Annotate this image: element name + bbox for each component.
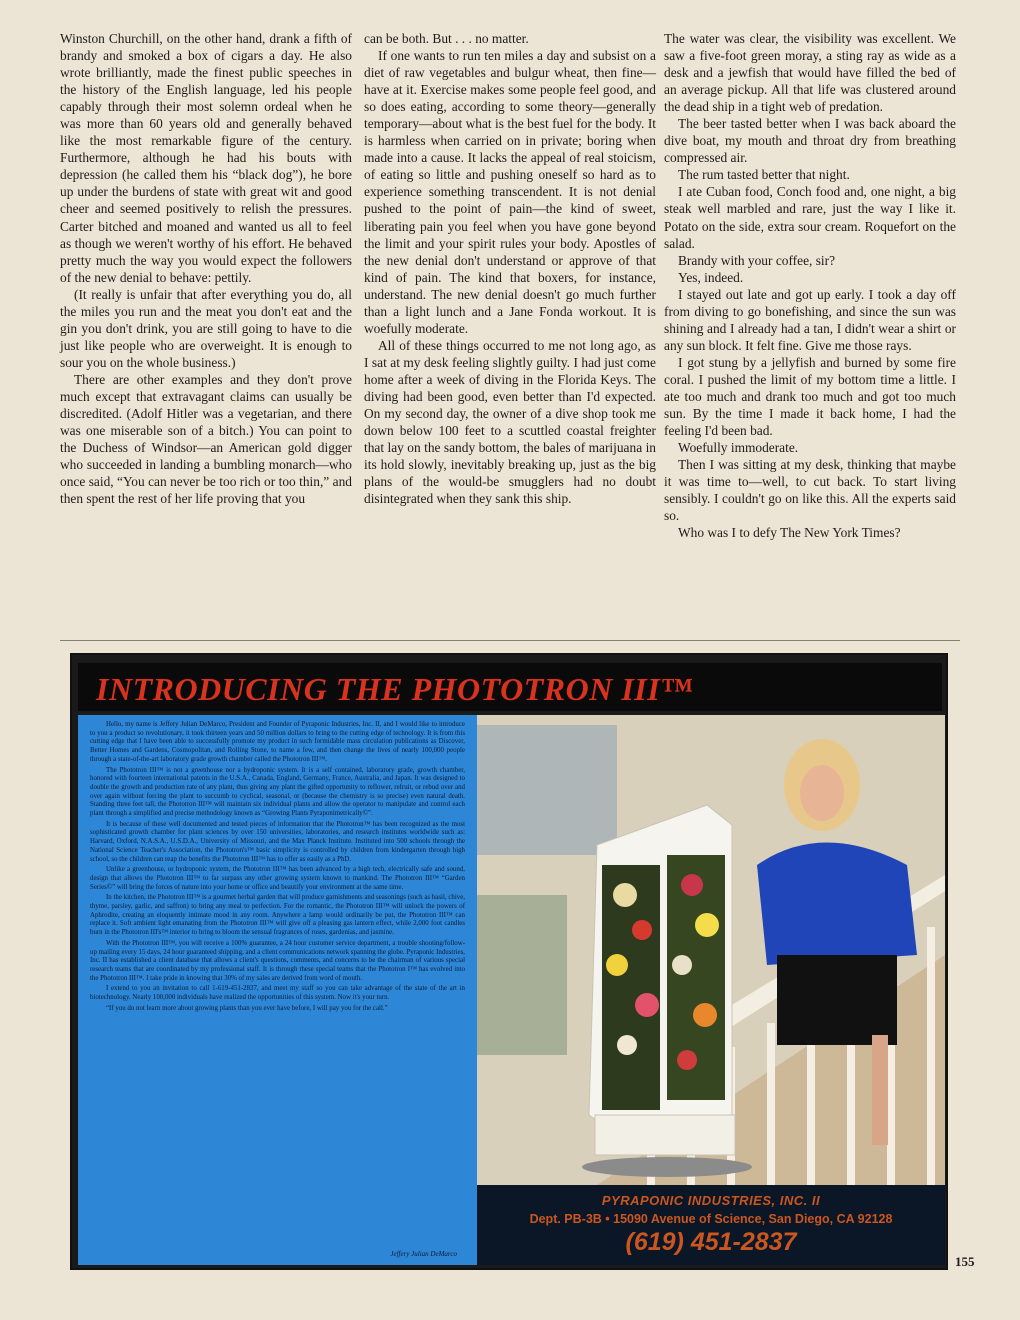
ad-paragraph: Unlike a greenhouse, or hydroponic system, the Phototron III™ has been advanced by a high tech, electrically safe and sound, design that allows the Phototron III™ to far surpass any other growing system known to mankind. The Phototron III™ “Garden Series©” will bring the forces of nature into your home or office and beautify your environment at the same time. <box>90 866 465 891</box>
article-column-1 <box>60 30 352 507</box>
ad-address: Dept. PB-3B • 15090 Avenue of Science, San Diego, CA 92128 <box>529 1212 893 1226</box>
ad-headline: INTRODUCING THE PHOTOTRON III™ <box>96 671 693 707</box>
article-column-2 <box>364 30 656 507</box>
article-paragraph: All of these things occurred to me not long ago, as I sat at my desk feeling slightly guilty. I had just come home after a week of diving in the Florida Keys. The diving had been good, even better than I'd expected. On my second day, the owner of a dive shop took me down below 100 feet to a scuttled coastal freighter that lay on the sandy bottom, the bales of marijuana in its hold slowly, inevitably breaking up, just as the big plans of the would-be smugglers had no doubt disintegrated when they sank this ship. <box>364 337 656 507</box>
ad-paragraph: I extend to you an invitation to call 1-619-451-2837, and meet my staff so you can take advantage of the state of the art in biotechnology. Nearly 100,000 individuals have realized the opportunities of this system. Now it's your turn. <box>90 985 465 1002</box>
article-paragraph: I got stung by a jellyfish and burned by some fire coral. I pushed the limit of my bottom time a little. I ate too much and drank too much and got too much sun. By the time I made it back home, I had the feeling I'd been bad. <box>664 354 956 439</box>
advertisement <box>70 653 948 1270</box>
ad-phone-number: (619) 451-2837 <box>625 1228 797 1256</box>
article-paragraph: If one wants to run ten miles a day and subsist on a diet of raw vegetables and bulgur wheat, then fine—have at it. Exercise makes some people feel good, and so does eating, according to some theory—generally temporary—about what is the best fuel for the body. It is harmless when carried on in private; boring when made into a cause. It lacks the appeal of real stoicism, of eating so little and pushing oneself so hard as to experience something transcendent. It is not denial pushed to the point of pain—the kind of sweet, liberating pain you feel when you have gone beyond the limit and your spirit rules your body. Apostles of the new denial don't understand or approve of that kind of pain. The kind that boxers, for instance, understand. The new denial doesn't go much further than a light lunch and a Jane Fonda workout. It is woefully moderate. <box>364 48 656 336</box>
article-paragraph: The beer tasted better when I was back aboard the dive boat, my mouth and throat dry from breathing compressed air. <box>664 116 956 166</box>
article-paragraph: Winston Churchill, on the other hand, drank a fifth of brandy and smoked a box of cigars a day. He also wrote brilliantly, made the finest public speeches in the history of the English language, led his people capably through their most solemn ordeal when he was more than 60 years old and generally behaved like the most remarkable figure of the century. Furthermore, although he had his bouts with depression (he called them his “black dog”), he bore up under the burdens of state with great wit and good cheer and seemed positively to relish the pressures. Carter bitched and moaned and wanted us all to feel as though we weren't worthy of his effort. He behaved pretty much the way you would expect the followers of the new denial to behave: pettily. <box>60 31 352 285</box>
ad-company-name: PYRAPONIC INDUSTRIES, INC. II <box>601 1193 821 1208</box>
article-paragraph: I ate Cuban food, Conch food and, one night, a big steak well marbled and rare, just the way I like it. Potato on the side, extra sour cream. Roquefort on the salad. <box>664 184 956 251</box>
ad-headline-bar <box>78 663 942 711</box>
ad-paragraph: Hello, my name is Jeffery Julian DeMarco, President and Founder of Pyraponic Industries, Inc. II, and I would like to introduce to you a product so revolutionary, it took thirteen years and 50 million dollars to bring to the cutting edge of technology. It is from this cutting edge that I have been able to successfully promote my product in such formidable mass circulation publications as Discover, Better Homes and Gardens, Cosmopolitan, and Rolling Stone, to name a few, and then change the lives of nearly 100,000 people through a state-of-the-art laboratory grade growth chamber called the Phototron III™. <box>90 721 465 763</box>
article-column-3 <box>664 30 956 541</box>
page-number: 155 <box>955 1254 975 1269</box>
article-paragraph: Who was I to defy The New York Times? <box>678 525 901 541</box>
article-paragraph: Then I was sitting at my desk, thinking that maybe it was time to—well, to cut back. To start living sensibly. I couldn't go on like this. All the experts said so. <box>664 457 956 524</box>
ad-signature: Jeffery Julian DeMarco <box>390 1250 457 1259</box>
ad-paragraph: With the Phototron III™, you will receive a 100% guarantee, a 24 hour customer service department, a trouble shooting/follow-up mailing every 15 days, 24 hour guaranteed shipping, and a client communications network spanning the globe. Pyraponic Industries, Inc. II has established a client database that allows a client's questions, comments, and concerns to be the chairman of various special research teams that are coordinated by my professional staff. It is through these special teams that the Phototron I™ has evolved into the Phototron III™. I take pride in knowing that 30% of my sales are derived from word of mouth. <box>90 939 465 982</box>
article-paragraph: I stayed out late and got up early. I took a day off from diving to go bonefishing, and since the sun was shining and I already had a tan, I didn't wear a shirt or any sun block. It felt fine. Give me those rays. <box>664 286 956 353</box>
product-photo <box>477 715 945 1185</box>
article-paragraph: Brandy with your coffee, sir? <box>678 252 836 268</box>
article-paragraph: can be both. But . . . no matter. <box>364 31 529 46</box>
section-divider <box>60 640 960 641</box>
ad-paragraph: The Phototron III™ is not a greenhouse nor a hydroponic system. It is a self contained, laboratory grade, growth chamber, honored with fourteen international patents in the U.S.A., Canada, England, Germany, France, Australia, and Japan. It was designed to double the growth and production rate of any plant, thus giving any plant the gifted opportunity to reflower, refruit, or rebud over and over again without forcing the plant to succumb to cyclical, seasonal, or (because the chemistry is so precise) even natural death. Standing three feet tall, the Phototron III™ will maintain six individual plants and allow the operator to manipulate and control each plant through a simplified and precise methodology known as “Growing Plants Pyraponimetrically©”. <box>90 766 465 818</box>
ad-contact-bar <box>477 1185 945 1265</box>
ad-paragraph: It is because of these well documented and tested pieces of information that the Phototron™ has been recognized as the most sophisticated growth chamber for plant sciences by over 150 universities, laboratories, and research institutes worldwide such as: Harvard, Oxford, N.A.S.A., U.S.D.A., University of Missouri, and the Max Planck Institute. Instituted into 500 schools through the National Science Teacher's Association, the Phototron's™ basic simplicity is controlled by children from kindergarten through high school, so the children can reap the benefits the Phototron III™ has to offer as easily as a PhD. <box>90 820 465 863</box>
article-paragraph: The rum tasted better that night. <box>678 167 850 183</box>
article-paragraph: The water was clear, the visibility was excellent. We saw a five-foot green moray, a sting ray as wide as a desk and a jewfish that would have filled the bed of an average pickup. All that life was clustered around the dead ship in a tight web of predation. <box>664 31 956 115</box>
ad-paragraph: “If you do not learn more about growing plants than you ever have before, I will pay you for the call.” <box>106 1004 388 1012</box>
ad-paragraph: In the kitchen, the Phototron III™ is a gourmet herbal garden that will produce garnishments and seasonings (such as basil, chive, thyme, parsley, garlic, and saffron) to bring any meal to perfection. For the romantic, the Phototron III™ will unlock the powers of Aphrodite, creating an eloquently intimate mood in any room. Anywhere a lamp would ordinarily be put, the Phototron III™ can replace it. Soft ambient light emanating from the Phototron III™ will give off a pleasing gas lantern effect, while 2,000 foot candles burn in the Phototron III's™ interior to bring to bloom the sensual fragrances of roses, gardenias, and jasmine. <box>90 894 465 937</box>
product-photo-illustration <box>477 715 945 1185</box>
article-paragraph: There are other examples and they don't prove much except that extravagant claims can usually be discredited. (Adolf Hitler was a vegetarian, and there was one miserable son of a bitch.) You can point to the Duchess of Windsor—an American gold digger who succeeded in landing a bumbling monarch—who once said, “You can never be too rich or too thin,” and then spent the rest of her life proving that you <box>60 371 352 507</box>
ad-text-panel <box>78 715 477 1265</box>
article-paragraph: (It really is unfair that after everything you do, all the miles you run and the meat you don't eat and the gin you don't drink, you are still going to have to die just like people who are overweight. It is enough to sour you on the whole business.) <box>60 286 352 370</box>
article-paragraph: Yes, indeed. <box>678 269 744 285</box>
article-paragraph: Woefully immoderate. <box>678 440 799 456</box>
